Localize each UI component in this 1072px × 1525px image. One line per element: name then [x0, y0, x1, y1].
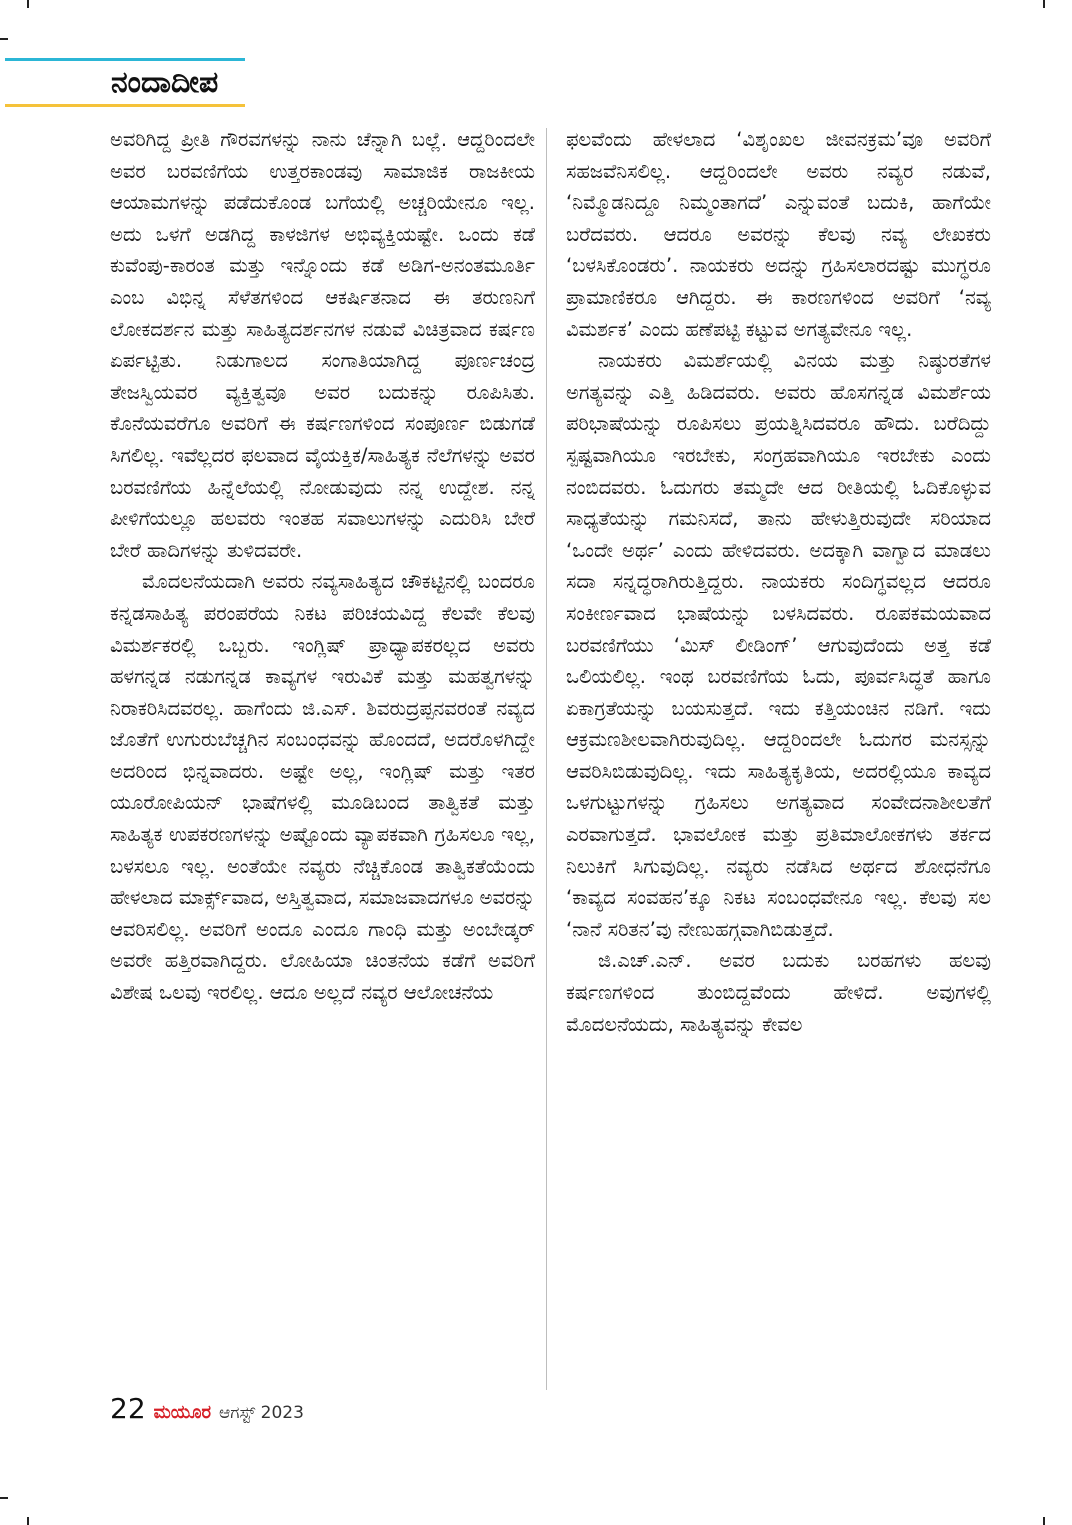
- paragraph: ಮೊದಲನೆಯದಾಗಿ ಅವರು ನವ್ಯಸಾಹಿತ್ಯದ ಚೌಕಟ್ಟಿನಲ್ಲಿ ಬಂದರೂ ಕನ್ನಡಸಾಹಿತ್ಯ ಪರಂಪರೆಯ ನಿಕಟ ಪರಿಚಯವಿದ್ದ ಕೆಲವೇ ಕೆಲವು ವಿಮರ್ಶಕರಲ್ಲಿ ಒಬ್ಬರು. ಇಂಗ್ಲಿಷ್ ಪ್ರಾಧ್ಯಾಪಕರಲ್ಲದ ಅವರು ಹಳಗನ್ನಡ ನಡುಗನ್ನಡ ಕಾವ್ಯಗಳ ಇರುವಿಕೆ ಮತ್ತು ಮಹತ್ವಗಳನ್ನು ನಿರಾಕರಿಸಿದವರಲ್ಲ. ಹಾಗೆಂದು ಜಿ.ಎಸ್. ಶಿವರುದ್ರಪ್ಪನವರಂತೆ ನವ್ಯದ ಜೊತೆಗೆ ಉಗುರುಬೆಚ್ಚಗಿನ ಸಂಬಂಧವನ್ನು ಹೊಂದದೆ, ಅದರೊಳಗಿದ್ದೇ ಅದರಿಂದ ಭಿನ್ನವಾದರು. ಅಷ್ಟೇ ಅಲ್ಲ, ಇಂಗ್ಲಿಷ್ ಮತ್ತು ಇತರ ಯೂರೋಪಿಯನ್ ಭಾಷೆಗಳಲ್ಲಿ ಮೂಡಿಬಂದ ತಾತ್ವಿಕತೆ ಮತ್ತು ಸಾಹಿತ್ಯಕ ಉಪಕರಣಗಳನ್ನು ಅಷ್ಟೊಂದು ವ್ಯಾಪಕವಾಗಿ ಗ್ರಹಿಸಲೂ ಇಲ್ಲ, ಬಳಸಲೂ ಇಲ್ಲ. ಅಂತೆಯೇ ನವ್ಯರು ನೆಚ್ಚಿಕೊಂಡ ತಾತ್ವಿಕತೆಯೆಂದು ಹೇಳಲಾದ ಮಾರ್ಕ್ಸ್‌ವಾದ, ಅಸ್ತಿತ್ವವಾದ, ಸಮಾಜವಾದಗಳೂ ಅವರನ್ನು ಆವರಿಸಲಿಲ್ಲ. ಅವರಿಗೆ ಅಂದೂ ಎಂದೂ ಗಾಂಧಿ ಮತ್ತು ಅಂಬೇಡ್ಕರ್ ಅವರೇ ಹತ್ತಿರವಾಗಿದ್ದರು. ಲೋಹಿಯಾ ಚಿಂತನೆಯ ಕಡೆಗೆ ಅವರಿಗೆ ವಿಶೇಷ ಒಲವು ಇರಲಿಲ್ಲ. ಆದೂ ಅಲ್ಲದೆ ನವ್ಯರ ಆಲೋಚನೆಯ: [110, 570, 535, 1005]
- crop-mark-bottom-left: [0, 1497, 8, 1499]
- crop-mark-top-left: [27, 0, 29, 8]
- issue-date: ಆಗಸ್ಟ್ 2023: [219, 1403, 304, 1423]
- page-footer: [110, 1392, 304, 1432]
- magazine-logo: ಮಯೂರ: [153, 1402, 212, 1423]
- header-rule-bottom: [5, 104, 245, 107]
- section-title: ನಂದಾದೀಪ: [111, 65, 219, 100]
- section-header: [5, 58, 245, 108]
- article-column-right: [566, 124, 991, 1386]
- crop-mark-top-right: [1043, 0, 1045, 8]
- header-rule-top: [5, 58, 245, 61]
- column-divider: [546, 128, 547, 1390]
- crop-mark-top-left-h: [0, 38, 8, 40]
- page-number: 22: [110, 1392, 146, 1425]
- article-column-left: [110, 124, 535, 1386]
- paragraph: ನಾಯಕರು ವಿಮರ್ಶೆಯಲ್ಲಿ ವಿನಯ ಮತ್ತು ನಿಷ್ಠುರತೆಗಳ ಅಗತ್ಯವನ್ನು ಎತ್ತಿ ಹಿಡಿದವರು. ಅವರು ಹೊಸಗನ್ನಡ ವಿಮರ್ಶೆಯ ಪರಿಭಾಷೆಯನ್ನು ರೂಪಿಸಲು ಪ್ರಯತ್ನಿಸಿದವರೂ ಹೌದು. ಬರೆದಿದ್ದು ಸ್ಪಷ್ಟವಾಗಿಯೂ ಇರಬೇಕು, ಸಂಗ್ರಹವಾಗಿಯೂ ಇರಬೇಕು ಎಂದು ನಂಬಿದವರು. ಓದುಗರು ತಮ್ಮದೇ ಆದ ರೀತಿಯಲ್ಲಿ ಓದಿಕೊಳ್ಳುವ ಸಾಧ್ಯತೆಯನ್ನು ಗಮನಿಸದೆ, ತಾನು ಹೇಳುತ್ತಿರುವುದೇ ಸರಿಯಾದ ‘ಒಂದೇ ಅರ್ಥ’ ಎಂದು ಹೇಳಿದವರು. ಅದಕ್ಕಾಗಿ ವಾಗ್ವಾದ ಮಾಡಲು ಸದಾ ಸನ್ನದ್ಧರಾಗಿರುತ್ತಿದ್ದರು. ನಾಯಕರು ಸಂದಿಗ್ಧವಲ್ಲದ ಆದರೂ ಸಂಕೀರ್ಣವಾದ ಭಾಷೆಯನ್ನು ಬಳಸಿದವರು. ರೂಪಕಮಯವಾದ ಬರವಣಿಗೆಯು ‘ಮಿಸ್ ಲೀಡಿಂಗ್’ ಆಗುವುದೆಂದು ಅತ್ತ ಕಡೆ ಒಲಿಯಲಿಲ್ಲ. ಇಂಥ ಬರವಣಿಗೆಯ ಓದು, ಪೂರ್ವಸಿದ್ಧತೆ ಹಾಗೂ ಏಕಾಗ್ರತೆಯನ್ನು ಬಯಸುತ್ತದೆ. ಇದು ಕತ್ತಿಯಂಚಿನ ನಡಿಗೆ. ಇದು ಆಕ್ರಮಣಶೀಲವಾಗಿರುವುದಿಲ್ಲ. ಆದ್ದರಿಂದಲೇ ಓದುಗರ ಮನಸ್ಸನ್ನು ಆವರಿಸಿಬಿಡುವುದಿಲ್ಲ. ಇದು ಸಾಹಿತ್ಯಕೃತಿಯ, ಅದರಲ್ಲಿಯೂ ಕಾವ್ಯದ ಒಳಗುಟ್ಟುಗಳನ್ನು ಗ್ರಹಿಸಲು ಅಗತ್ಯವಾದ ಸಂವೇದನಾಶೀಲತೆಗೆ ಎರವಾಗುತ್ತದೆ. ಭಾವಲೋಕ ಮತ್ತು ಪ್ರತಿಮಾಲೋಕಗಳು ತರ್ಕದ ನಿಲುಕಿಗೆ ಸಿಗುವುದಿಲ್ಲ. ನವ್ಯರು ನಡೆಸಿದ ಅರ್ಥದ ಶೋಧನೆಗೂ ‘ಕಾವ್ಯದ ಸಂವಹನ’ಕ್ಕೂ ನಿಕಟ ಸಂಬಂಧವೇನೂ ಇಲ್ಲ. ಕೆಲವು ಸಲ ‘ನಾನೆ ಸರಿತನ’ವು ನೇಣುಹಗ್ಗವಾಗಿಬಿಡುತ್ತದೆ.: [566, 349, 991, 941]
- crop-mark-bottom-right: [1043, 1517, 1045, 1525]
- crop-mark-bottom-left-v: [27, 1517, 29, 1525]
- paragraph: ಅವರಿಗಿದ್ದ ಪ್ರೀತಿ ಗೌರವಗಳನ್ನು ನಾನು ಚೆನ್ನಾಗಿ ಬಲ್ಲೆ. ಆದ್ದರಿಂದಲೇ ಅವರ ಬರವಣಿಗೆಯ ಉತ್ತರಕಾಂಡವು ಸಾಮಾಜಿಕ ರಾಜಕೀಯ ಆಯಾಮಗಳನ್ನು ಪಡೆದುಕೊಂಡ ಬಗೆಯಲ್ಲಿ ಅಚ್ಚರಿಯೇನೂ ಇಲ್ಲ. ಅದು ಒಳಗೆ ಅಡಗಿದ್ದ ಕಾಳಜಿಗಳ ಅಭಿವ್ಯಕ್ತಿಯಷ್ಟೇ. ಒಂದು ಕಡೆ ಕುವೆಂಪು-ಕಾರಂತ ಮತ್ತು ಇನ್ನೊಂದು ಕಡೆ ಅಡಿಗ-ಅನಂತಮೂರ್ತಿ ಎಂಬ ವಿಭಿನ್ನ ಸೆಳೆತಗಳಿಂದ ಆಕರ್ಷಿತನಾದ ಈ ತರುಣನಿಗೆ ಲೋಕದರ್ಶನ ಮತ್ತು ಸಾಹಿತ್ಯದರ್ಶನಗಳ ನಡುವೆ ವಿಚಿತ್ರವಾದ ಕರ್ಷಣ ಏರ್ಪಟ್ಟಿತು. ನಿಡುಗಾಲದ ಸಂಗಾತಿಯಾಗಿದ್ದ ಪೂರ್ಣಚಂದ್ರ ತೇಜಸ್ವಿಯವರ ವ್ಯಕ್ತಿತ್ವವೂ ಅವರ ಬದುಕನ್ನು ರೂಪಿಸಿತು. ಕೊನೆಯವರೆಗೂ ಅವರಿಗೆ ಈ ಕರ್ಷಣಗಳಿಂದ ಸಂಪೂರ್ಣ ಬಿಡುಗಡೆ ಸಿಗಲಿಲ್ಲ. ಇವೆಲ್ಲದರ ಫಲವಾದ ವೈಯಕ್ತಿಕ/ಸಾಹಿತ್ಯಕ ನೆಲೆಗಳನ್ನು ಅವರ ಬರವಣಿಗೆಯ ಹಿನ್ನೆಲೆಯಲ್ಲಿ ನೋಡುವುದು ನನ್ನ ಉದ್ದೇಶ. ನನ್ನ ಪೀಳಿಗೆಯಲ್ಲೂ ಹಲವರು ಇಂತಹ ಸವಾಲುಗಳನ್ನು ಎದುರಿಸಿ ಬೇರೆ ಬೇರೆ ಹಾದಿಗಳನ್ನು ತುಳಿದವರೇ.: [110, 128, 535, 562]
- paragraph: ಜಿ.ಎಚ್.ಎನ್. ಅವರ ಬದುಕು ಬರಹಗಳು ಹಲವು ಕರ್ಷಣಗಳಿಂದ ತುಂಬಿದ್ದವೆಂದು ಹೇಳಿದೆ. ಅವುಗಳಲ್ಲಿ ಮೊದಲನೆಯದು, ಸಾಹಿತ್ಯವನ್ನು ಕೇವಲ: [566, 949, 991, 1036]
- paragraph: ಫಲವೆಂದು ಹೇಳಲಾದ ‘ವಿಶೃಂಖಲ ಜೀವನಕ್ರಮ’ವೂ ಅವರಿಗೆ ಸಹಜವೆನಿಸಲಿಲ್ಲ. ಆದ್ದರಿಂದಲೇ ಅವರು ನವ್ಯರ ನಡುವೆ, ‘ನಿಮ್ಮೊಡನಿದ್ದೂ ನಿಮ್ಮಂತಾಗದೆ’ ಎನ್ನುವಂತೆ ಬದುಕಿ, ಹಾಗೆಯೇ ಬರೆದವರು. ಆದರೂ ಅವರನ್ನು ಕೆಲವು ನವ್ಯ ಲೇಖಕರು ‘ಬಳಸಿಕೊಂಡರು’. ನಾಯಕರು ಅದನ್ನು ಗ್ರಹಿಸಲಾರದಷ್ಟು ಮುಗ್ಧರೂ ಪ್ರಾಮಾಣಿಕರೂ ಆಗಿದ್ದರು. ಈ ಕಾರಣಗಳಿಂದ ಅವರಿಗೆ ‘ನವ್ಯ ವಿಮರ್ಶಕ’ ಎಂದು ಹಣೆಪಟ್ಟಿ ಕಟ್ಟುವ ಅಗತ್ಯವೇನೂ ಇಲ್ಲ.: [566, 128, 991, 341]
